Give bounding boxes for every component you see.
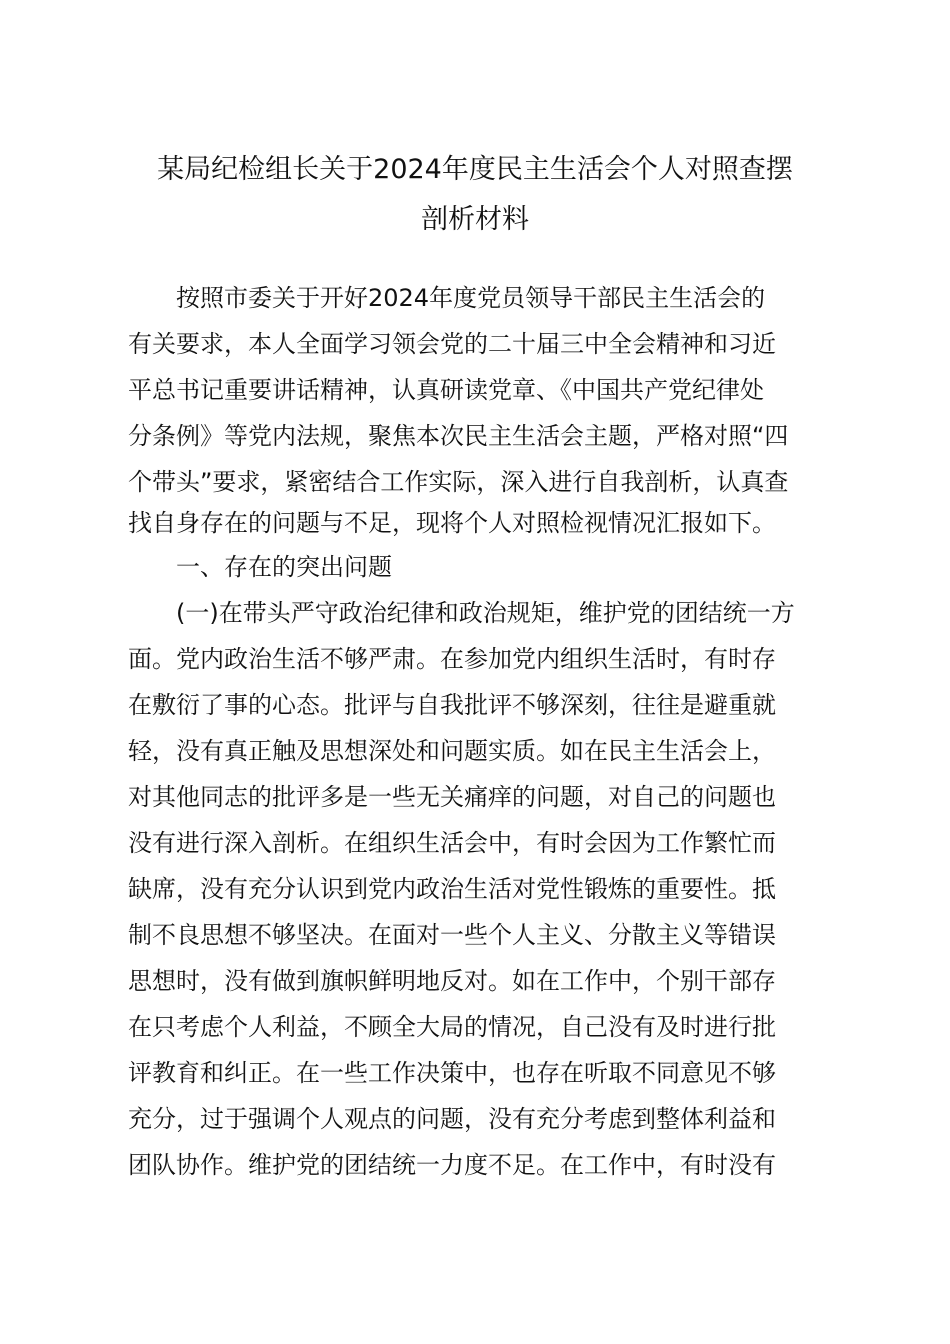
body-line: 面。党内政治生活不够严肃。在参加党内组织生活时，有时存: [128, 645, 776, 673]
body-line: 缺席，没有充分认识到党内政治生活对党性锻炼的重要性。抵: [128, 875, 776, 903]
body-line: 评教育和纠正。在一些工作决策中，也存在听取不同意见不够: [128, 1059, 776, 1087]
body-line: 制不良思想不够坚决。在面对一些个人主义、分散主义等错误: [128, 921, 776, 949]
body-line: 对其他同志的批评多是一些无关痛痒的问题，对自己的问题也: [128, 783, 776, 811]
body-line: 在敷衍了事的心态。批评与自我批评不够深刻，往往是避重就: [128, 691, 776, 719]
body-line: 个带头”要求，紧密结合工作实际，深入进行自我剖析，认真查: [128, 468, 789, 496]
body-line: 没有进行深入剖析。在组织生活会中，有时会因为工作繁忙而: [128, 829, 776, 857]
body-line: 团队协作。维护党的团结统一力度不足。在工作中，有时没有: [128, 1151, 776, 1179]
subsection-heading: (一)在带头严守政治纪律和政治规矩，维护党的团结统一方: [176, 599, 795, 627]
body-line: 按照市委关于开好2024年度党员领导干部民主生活会的: [176, 284, 766, 312]
body-line: 找自身存在的问题与不足，现将个人对照检视情况汇报如下。: [128, 509, 776, 537]
body-line: 轻，没有真正触及思想深处和问题实质。如在民主生活会上，: [128, 737, 776, 765]
body-line: 平总书记重要讲话精神，认真研读党章、《中国共产党纪律处: [128, 376, 764, 404]
body-line: 思想时，没有做到旗帜鲜明地反对。如在工作中，个别干部存: [128, 967, 776, 995]
body-line: 有关要求，本人全面学习领会党的二十届三中全会精神和习近: [128, 330, 776, 358]
body-line: 在只考虑个人利益，不顾全大局的情况，自己没有及时进行批: [128, 1013, 776, 1041]
body-line: 分条例》等党内法规，聚焦本次民主生活会主题，严格对照“四: [128, 422, 789, 450]
document-title-line-1: 某局纪检组长关于2024年度民主生活会个人对照查摆: [157, 154, 793, 185]
body-line: 充分，过于强调个人观点的问题，没有充分考虑到整体利益和: [128, 1105, 776, 1133]
document-title-line-2: 剖析材料: [421, 204, 529, 235]
section-heading: 一、存在的突出问题: [176, 553, 392, 581]
